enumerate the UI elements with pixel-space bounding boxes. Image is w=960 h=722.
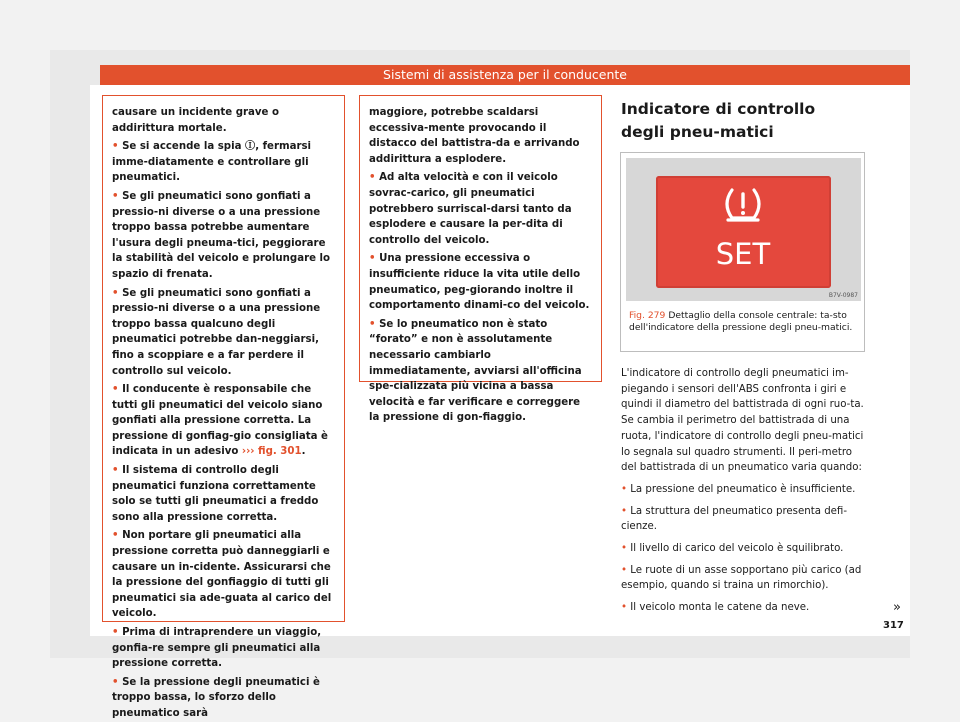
warning-item: • Ad alta velocità e con il veicolo sovrac-carico, gli pneumatici potrebbero surriscal-darsi tanto da esplodere e causare la per-dita di controllo del veicolo. [369,172,572,246]
continue-arrow-icon[interactable]: » [893,600,901,615]
section-title: Indicatore di controllo degli pneu-matici [621,100,816,141]
bullet-icon: • [621,602,631,614]
warning-item: • Se si accende la spia Ⓘ, fermarsi imme-diatamente e controllare gli pneumatici. [112,141,312,184]
bullet-icon: • [112,141,123,153]
warning-item: • Prima di intraprendere un viaggio, gonfia-re sempre gli pneumatici alla pressione corretta. [112,627,322,670]
figure-number: Fig. 279 [629,310,666,321]
warning-item: • Se lo pneumatico non è stato “forato” e non è assolutamente necessario cambiarlo immediatamente, avviarsi all'officina spe-cializzata più vicina a bassa velocità e far verificare e correggere la pressione di gon-fiaggio. [369,318,582,424]
bullet-icon: • [369,318,380,330]
warning-item: • Una pressione eccessiva o insufficiente riduce la vita utile dello pneumatico, peg-giorando inoltre il comportamento dinami-co del veicolo. [369,253,590,312]
figure-image [626,158,861,301]
bullet-icon: • [112,676,123,688]
bullet-icon: • [621,483,631,495]
warning-item: • Se gli pneumatici sono gonfiati a pressio-ni diverse o a una pressione troppo bassa potrebbe aumentare l'usura degli pneuma-tici, peggiorare la stabilità del veicolo e prolungare lo spazio di frenata. [112,190,331,280]
warning-item: • Se la pressione degli pneumatici è troppo bassa, lo sforzo dello pneumatico sarà [112,676,320,719]
body-paragraph: L'indicatore di controllo degli pneumatici im-piegando i sensori dell'ABS confronta i giri e quindi il diametro del battistrada di ogni ruo-ta. Se cambia il perimetro del battistrada di una ruota, l'indicatore di controllo degli pneu-matici lo segnala sul quadro strumenti. Il peri-metro del battistrada di un pneumatico varia quando: [621,368,864,474]
bullet-icon: • [369,253,380,265]
body-list-item: • Il livello di carico del veicolo è squilibrato. [621,543,844,555]
bullet-icon: • [112,465,123,477]
bullet-icon: • [621,543,631,555]
bullet-icon: • [112,627,123,638]
body-list-item: • La pressione del pneumatico è insufficiente. [621,483,856,495]
figure-reference-link[interactable]: ››› fig. 301 [241,446,302,458]
page-number: 317 [883,620,904,631]
tire-pressure-warning-icon [656,176,831,288]
body-list-item: • Le ruote di un asse sopportano più carico (ad esempio, quando si traina un rimorchio). [621,564,862,592]
warning-item: • Il conducente è responsabile che tutti gli pneumatici del veicolo siano gonfiati alla pressione corretta. La pressione di gonfiag-gio consigliata è indicata in un adesivo ››› fig. 301. [112,384,328,458]
body-list-item: • La struttura del pneumatico presenta defi-cienze. [621,505,848,533]
bullet-icon: • [621,564,631,576]
warning-box-left [102,95,345,719]
set-button-label: SET [715,237,771,271]
bullet-icon: • [112,384,123,396]
image-code: B7V-0987 [828,292,858,299]
bullet-icon: • [112,190,123,202]
tire-pressure-set-button [656,176,831,288]
body-text [621,366,866,622]
manual-page [50,50,910,719]
bullet-icon: • [112,287,123,299]
warning-item: • Non portare gli pneumatici alla pressione corretta può danneggiarli e causare un in-cidente. Assicurarsi che la pressione del gonfiaggio di tutti gli pneumatici sia ade-guata al carico del veicolo. [112,530,332,620]
bullet-icon: • [621,505,631,517]
warning-box-middle [359,95,602,424]
bullet-icon: • [112,530,123,542]
bullet-icon: • [369,172,380,184]
figure-279 [620,152,865,352]
warning-intro: causare un incidente grave o addirittura mortale. [112,107,279,134]
caption-text: Dettaglio della console centrale: ta-sto dell'indicatore della pressione degli pneu-matici. [629,310,853,333]
warning-intro: maggiore, potrebbe scaldarsi eccessiva-mente provocando il distacco del battistra-da e arrivando addirittura a esplodere. [369,107,580,165]
warning-item: • Il sistema di controllo degli pneumatici funziona correttamente solo se tutti gli pneumatici a freddo sono alla pressione corretta. [112,465,319,523]
warning-item: • Se gli pneumatici sono gonfiati a pressio-ni diverse o a una pressione troppo bassa qualcuno degli pneumatici potrebbe dan-neggiarsi, fino a scoppiare e a far perdere il controllo sul veicolo. [112,287,321,377]
body-list-item: • Il veicolo monta le catene da neve. [621,602,810,614]
figure-caption [629,310,857,334]
chapter-header: Sistemi di assistenza per il conducente [100,65,910,85]
